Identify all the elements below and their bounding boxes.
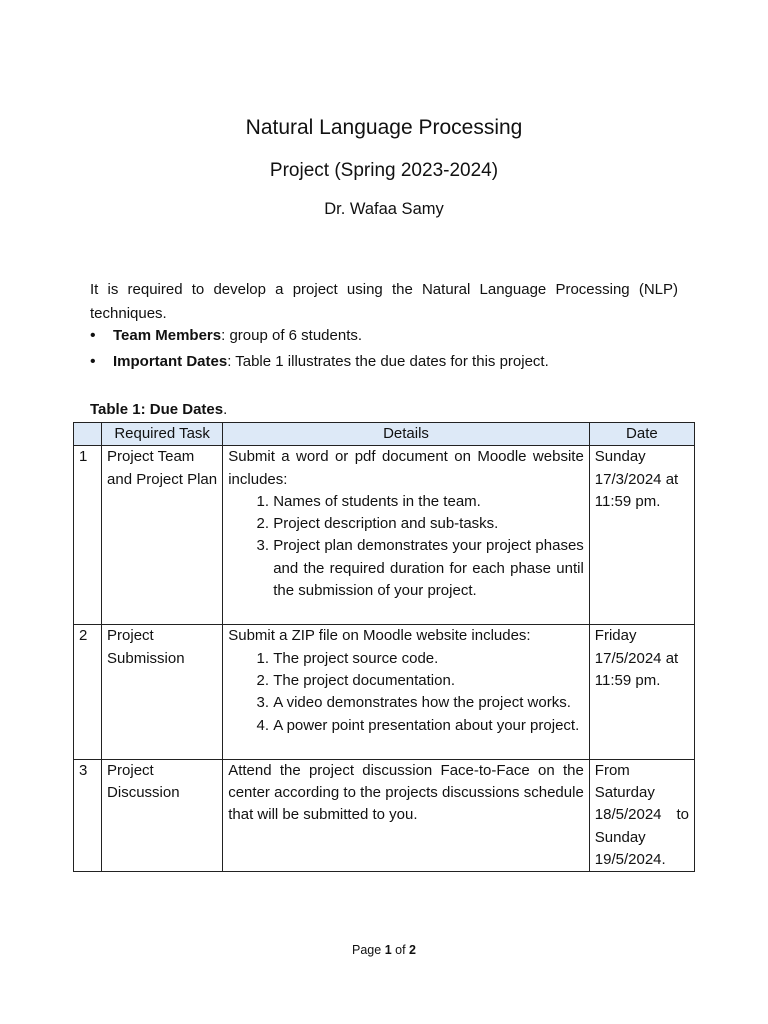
bullet-label: Important Dates [113, 353, 228, 370]
row-num: 3 [74, 759, 102, 871]
footer-current-page: 1 [384, 943, 392, 957]
table-row [74, 446, 695, 625]
details-intro: Attend the project discussion Face-to-Face on the center according to the projects discussions schedule that will be submitted to you. [228, 761, 584, 824]
row-details [223, 625, 590, 759]
details-intro: Submit a ZIP file on Moodle website includes: [228, 627, 531, 645]
bullet-text: : group of 6 students. [221, 327, 363, 344]
row-details [223, 446, 590, 625]
bullet-team-members [90, 323, 690, 349]
details-item: 1. The project source code. [273, 648, 584, 670]
details-item: 2. The project documentation. [273, 670, 584, 692]
row-num: 1 [74, 446, 102, 625]
footer-prefix: Page [352, 943, 385, 957]
footer-total-pages: 2 [409, 943, 416, 957]
details-intro: Submit a word or pdf document on Moodle website includes: [228, 448, 584, 488]
table-caption-suffix: . [223, 401, 228, 418]
document-subtitle: Project (Spring 2023-2024) [269, 160, 499, 181]
header-details: Details [223, 423, 590, 446]
due-dates-table [73, 422, 695, 872]
footer-middle: of [391, 943, 410, 957]
table-caption [90, 401, 227, 418]
row-date: From Saturday 18/5/2024 to Sunday 19/5/2024. [589, 759, 694, 871]
bullet-text: : Table 1 illustrates the due dates for this project. [227, 353, 549, 370]
details-list [228, 648, 584, 737]
bullet-label: Team Members [113, 327, 222, 344]
intro-paragraph: It is required to develop a project using the Natural Language Processing (NLP) techniques. [90, 281, 678, 322]
document-author: Dr. Wafaa Samy [324, 200, 444, 218]
bullet-important-dates [90, 349, 690, 375]
header-task: Required Task [102, 423, 223, 446]
row-date: Sunday 17/3/2024 at 11:59 pm. [589, 446, 694, 625]
table-caption-label: Table 1: Due Dates [90, 401, 224, 418]
details-item: 2. Project description and sub-tasks. [273, 513, 584, 535]
row-details [223, 759, 590, 871]
row-date: Friday 17/5/2024 at 11:59 pm. [589, 625, 694, 759]
header-num [74, 423, 102, 446]
row-task: Project Submission [102, 625, 223, 759]
table-row [74, 625, 695, 759]
details-item: 3. Project plan demonstrates your project phases and the required duration for each phase until the submission of your project. [273, 535, 584, 602]
row-num: 2 [74, 625, 102, 759]
bullet-list [90, 323, 690, 375]
table-row [74, 759, 695, 871]
details-item: 3. A video demonstrates how the project works. [273, 692, 584, 714]
table-header-row [74, 423, 695, 446]
details-item: 1. Names of students in the team. [273, 491, 584, 513]
row-task: Project Team and Project Plan [102, 446, 223, 625]
details-list [228, 491, 584, 602]
header-date: Date [589, 423, 694, 446]
document-title: Natural Language Processing [245, 116, 523, 139]
page-footer [0, 943, 768, 957]
row-task: Project Discussion [102, 759, 223, 871]
details-item: 4. A power point presentation about your project. [273, 715, 584, 737]
